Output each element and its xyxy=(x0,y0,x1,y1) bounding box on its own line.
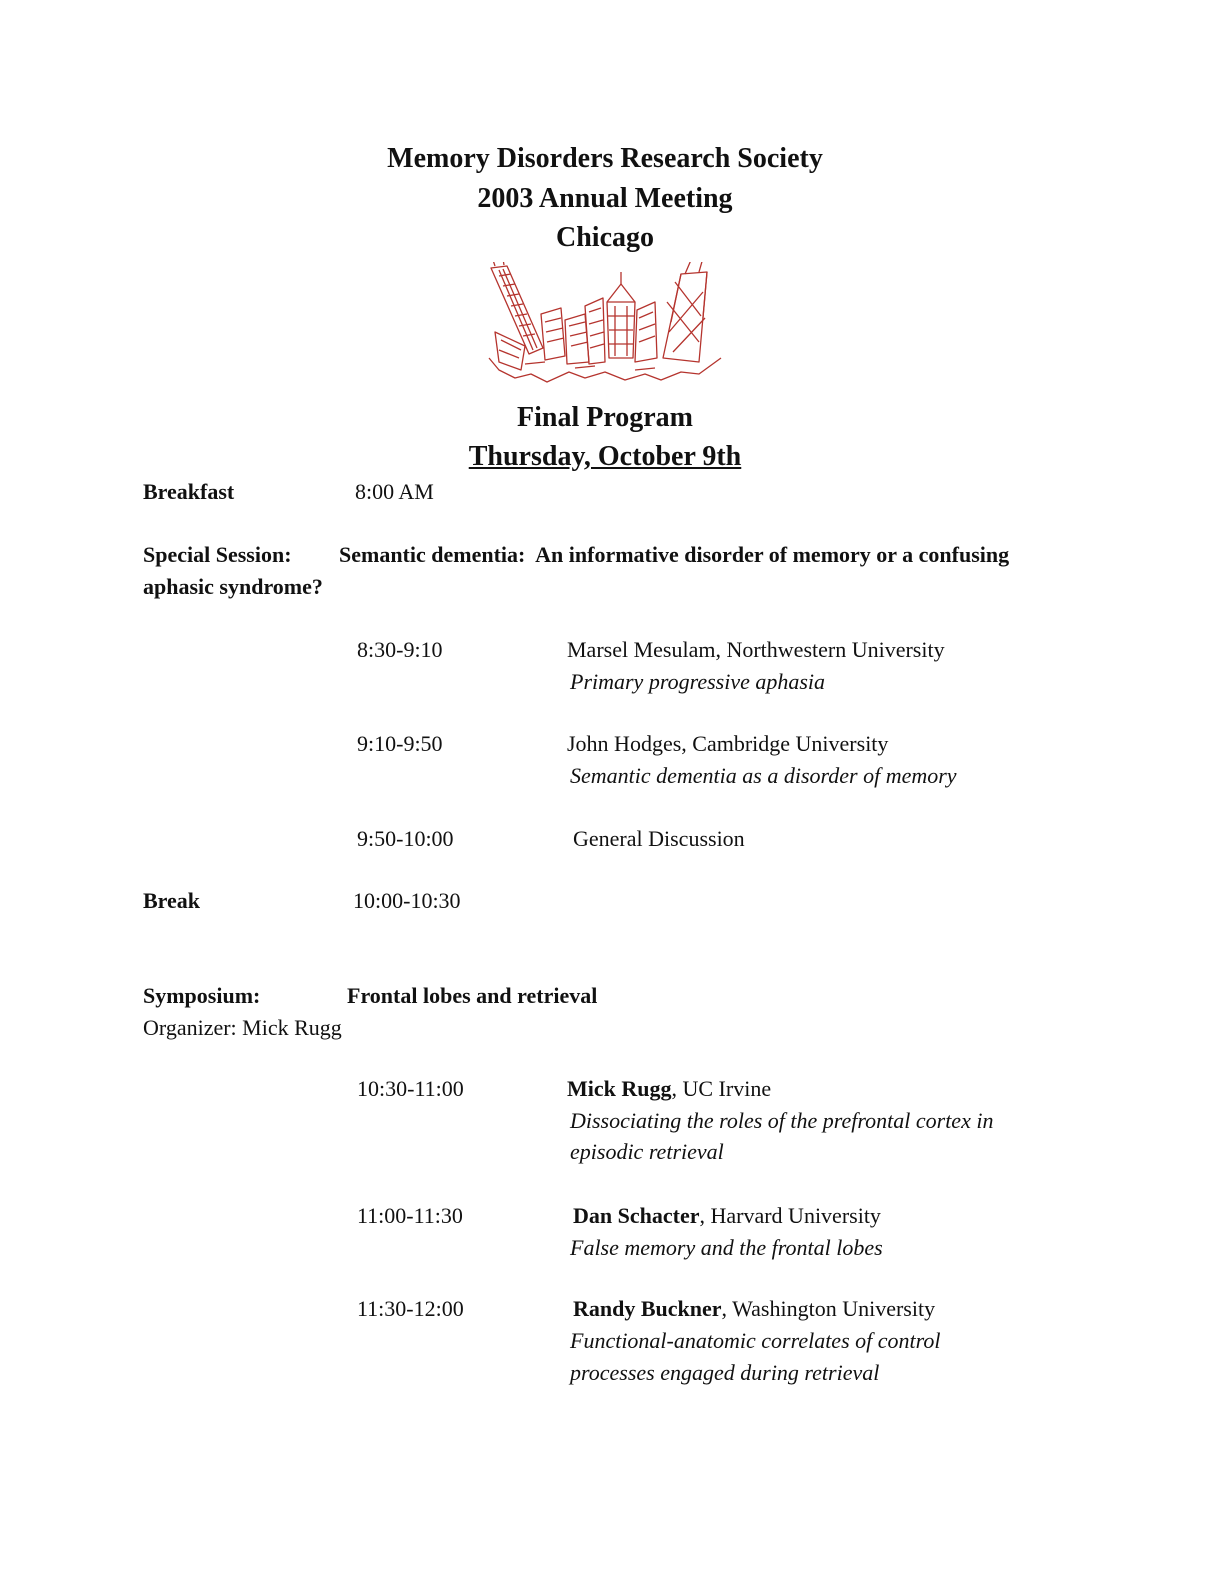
speaker-name: Dan Schacter xyxy=(573,1203,700,1228)
talk-time: 11:00-11:30 xyxy=(357,1203,463,1228)
talk-speaker xyxy=(573,1203,881,1229)
speaker-name: Mick Rugg xyxy=(567,1076,672,1101)
symposium-organizer: Organizer: Mick Rugg xyxy=(143,1015,342,1040)
speaker-name: John Hodges xyxy=(567,731,682,756)
talk-time: 8:30-9:10 xyxy=(357,637,443,662)
meeting-city: Chicago xyxy=(556,222,654,253)
talk-title: False memory and the frontal lobes xyxy=(570,1235,883,1260)
talk-time: 10:30-11:00 xyxy=(357,1076,464,1101)
special-session-title: Semantic dementia: An informative disorder of memory or a confusing xyxy=(339,542,1010,567)
talk-title-cont: processes engaged during retrieval xyxy=(570,1360,880,1385)
speaker-name: Randy Buckner xyxy=(573,1296,722,1321)
talk-title: Dissociating the roles of the prefrontal cortex in xyxy=(570,1108,994,1133)
speaker-name: Marsel Mesulam xyxy=(567,637,716,662)
chicago-skyline-icon xyxy=(485,262,725,390)
talk-title: Functional-anatomic correlates of control xyxy=(570,1328,941,1353)
symposium-label: Symposium: xyxy=(143,983,261,1008)
break-label: Break xyxy=(143,888,201,913)
general-discussion: General Discussion xyxy=(573,826,745,851)
talk-title: Primary progressive aphasia xyxy=(570,669,826,694)
speaker-affiliation: , Northwestern University xyxy=(715,637,945,662)
speaker-affiliation: , Cambridge University xyxy=(681,731,889,756)
talk-time: 11:30-12:00 xyxy=(357,1296,464,1321)
speaker-affiliation: , UC Irvine xyxy=(671,1076,772,1101)
talk-title: Semantic dementia as a disorder of memory xyxy=(570,763,957,788)
talk-time: 9:50-10:00 xyxy=(357,826,454,851)
program-title: Final Program xyxy=(516,402,693,433)
symposium-title: Frontal lobes and retrieval xyxy=(347,983,598,1008)
talk-title-cont: episodic retrieval xyxy=(570,1139,724,1164)
talk-time: 9:10-9:50 xyxy=(357,731,443,756)
meeting-title: 2003 Annual Meeting xyxy=(477,183,733,214)
breakfast-time: 8:00 AM xyxy=(355,479,434,504)
org-name: Memory Disorders Research Society xyxy=(387,143,823,174)
speaker-affiliation: , Harvard University xyxy=(699,1203,881,1228)
talk-speaker xyxy=(567,637,945,663)
talk-speaker xyxy=(567,731,888,757)
program-date: Thursday, October 9th xyxy=(468,441,742,472)
speaker-affiliation: , Washington University xyxy=(721,1296,936,1321)
special-session-title-cont: aphasic syndrome? xyxy=(143,574,323,599)
breakfast-label: Breakfast xyxy=(143,479,235,504)
talk-speaker xyxy=(573,1296,935,1322)
talk-speaker xyxy=(567,1076,771,1102)
special-session-label: Special Session: xyxy=(143,542,292,567)
break-time: 10:00-10:30 xyxy=(353,888,461,913)
